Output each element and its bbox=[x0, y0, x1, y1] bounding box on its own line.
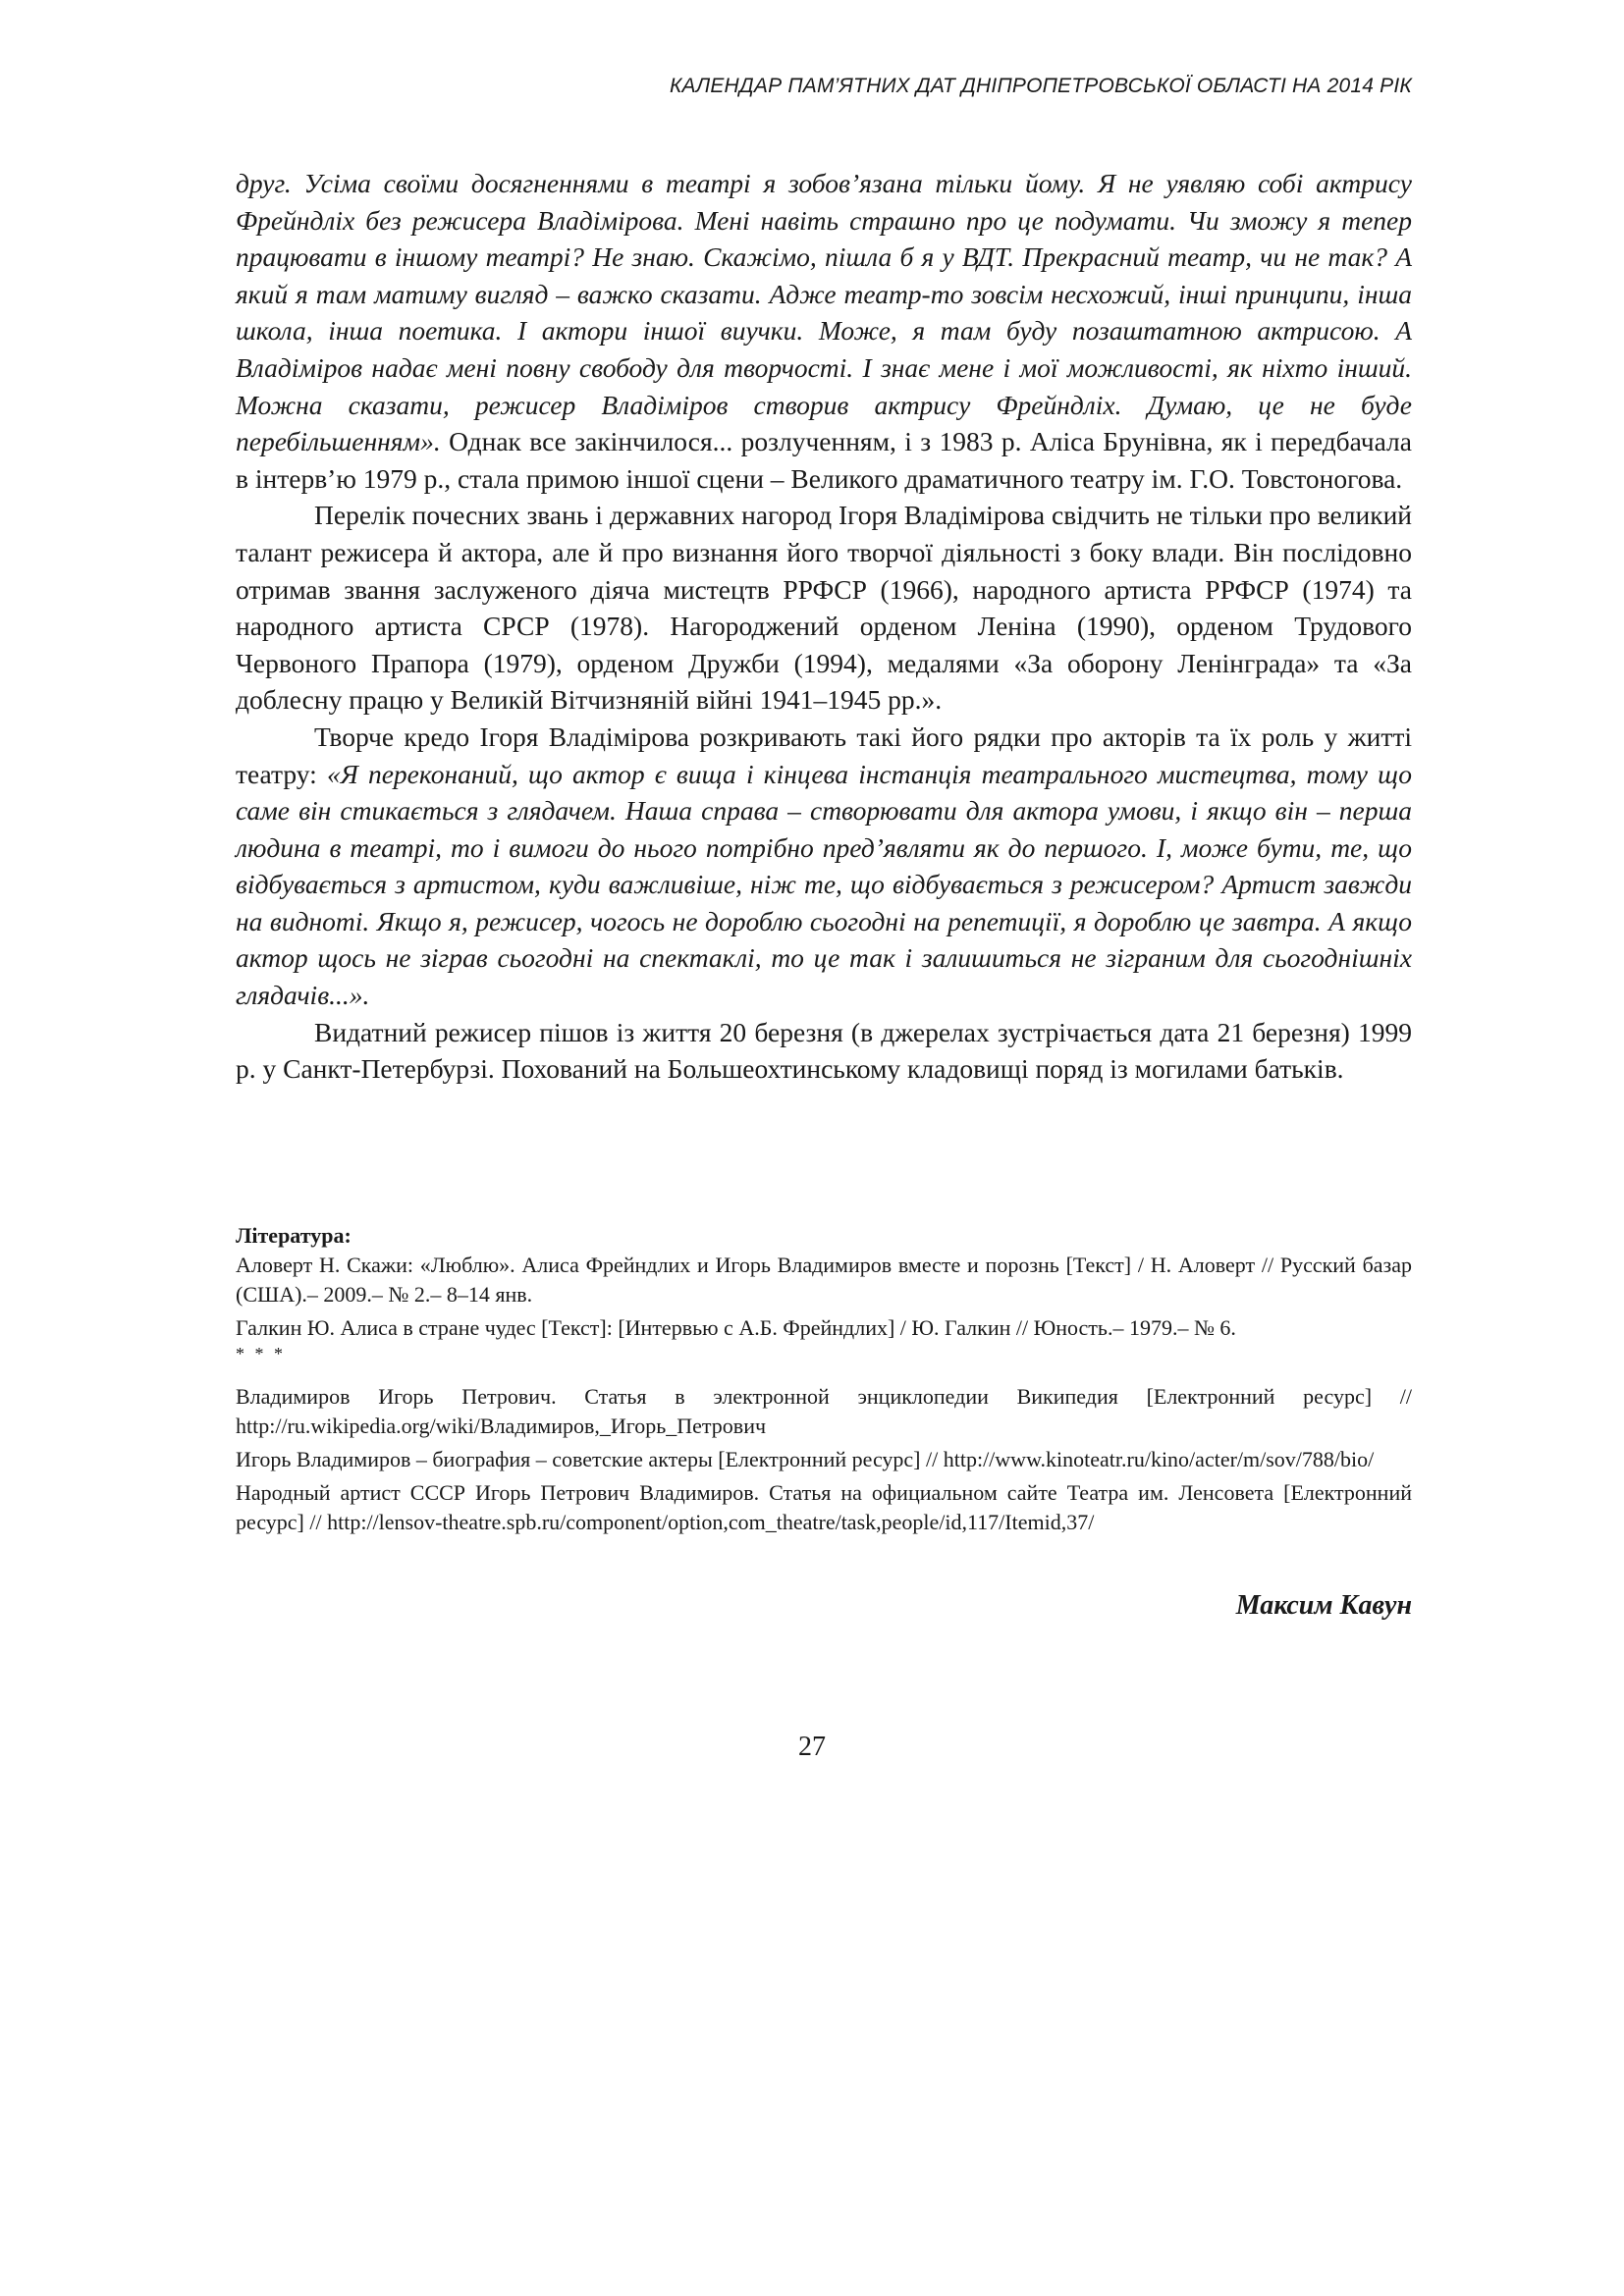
quote-vladimirov: «Я переконаний, що актор є вища і кінцева інстанція театрального мистецтва, тому що саме він стикається з глядачем. Наша справа – створювати для актора умови, і якщо він – перша людина в театрі, то і вимоги до нього потрібно пред’являти як до першого. І, може бути, те, що відбувається з артистом, куди важливіше, ніж те, що відбувається з режисером? Артист завжди на видноті. Якщо я, режисер, чогось не дороблю сьогодні на репетиції, я дороблю це завтра. А якщо актор щось не зіграв сьогодні на спектаклі, то це так і залишиться не зіграним для сьогоднішніх глядачів...». bbox=[236, 758, 1412, 1011]
author-signature: Максим Кавун bbox=[1235, 1590, 1412, 1621]
literature-entry: Игорь Владимиров – биография – советские актеры [Електронний ресурс] // http://www.kinoteatr.ru/kino/acter/m/sov/788/bio/ bbox=[236, 1447, 1375, 1471]
literature-section bbox=[236, 1221, 1412, 1541]
article-body bbox=[236, 165, 1412, 1088]
literature-separator: * * * bbox=[236, 1344, 286, 1363]
paragraph-4: Видатний режисер пішов із життя 20 березня (в джерелах зустрічається дата 21 березня) 1999 р. у Санкт-Петербурзі. Похований на Большеохтинському кладовищі поряд із могилами батьків. bbox=[236, 1016, 1412, 1085]
paragraph-1 bbox=[236, 165, 1412, 497]
page-number: 27 bbox=[798, 1732, 826, 1762]
literature-entry: Галкин Ю. Алиса в стране чудес [Текст]: [Интервью с А.Б. Фрейндлих] / Ю. Галкин // Юность.– 1979.– № 6. bbox=[236, 1315, 1236, 1340]
literature-heading: Література: bbox=[236, 1223, 352, 1248]
paragraph-3 bbox=[236, 719, 1412, 1014]
paragraph-3-lead: Творче кредо Ігоря Владімірова розкривають такі його рядки про акторів та їх роль у житті театру: bbox=[236, 721, 1412, 789]
paragraph-1-text: Однак все закінчилося... розлученням, і з 1983 р. Аліса Брунівна, як і передбачала в інтерв’ю 1979 р., стала примою іншої сцени – Великого драматичного театру ім. Г.О. Товстоногова. bbox=[236, 426, 1412, 494]
running-header: КАЛЕНДАР ПАМ’ЯТНИХ ДАТ ДНІПРОПЕТРОВСЬКОЇ ОБЛАСТІ НА 2014 РІК bbox=[669, 75, 1412, 97]
paragraph-2: Перелік почесних звань і державних нагород Ігоря Владімірова свідчить не тільки про великий талант режисера й актора, але й про визнання його творчої діяльності з боку влади. Він послідовно отримав звання заслуженого діяча мистецтв РРФСР (1966), народного артиста РРФСР (1974) та народного артиста СРСР (1978). Нагороджений орденом Леніна (1990), орденом Трудового Червоного Прапора (1979), орденом Дружби (1994), медалями «За оборону Ленінграда» та «За доблесну працю у Великій Вітчизняній війні 1941–1945 рр.». bbox=[236, 500, 1412, 716]
literature-entry: Аловерт Н. Скажи: «Люблю». Алиса Фрейндлих и Игорь Владимиров вместе и порознь [Текст] / Н. Аловерт // Русский базар (США).– 2009.– № 2.– 8–14 янв. bbox=[236, 1253, 1412, 1307]
quote-freindlikh: друг. Усіма своїми досягненнями в театрі я зобов’язана тільки йому. Я не уявляю собі актрису Фрейндліх без режисера Владімірова. Мені навіть страшно про це подумати. Чи зможу я тепер працювати в іншому театрі? Не знаю. Скажімо, пішла б я у ВДТ. Прекрасний театр, чи не так? А який я там матиму вигляд – важко сказати. Адже театр-то зовсім несхожий, інші принципи, інша школа, інша поетика. І актори іншої виучки. Може, я там буду позаштатною актрисою. А Владіміров надає мені повну свободу для творчості. І знає мене і мої можливості, як ніхто інший. Можна сказати, режисер Владіміров створив актрису Фрейндліх. Думаю, це не буде перебільшенням». bbox=[236, 168, 1412, 457]
literature-entry: Народный артист СССР Игорь Петрович Владимиров. Статья на официальном сайте Театра им. Ленсовета [Електронний ресурс] // http://lensov-theatre.spb.ru/component/option,com_theatre/task,people/id,117/Itemid,37/ bbox=[236, 1480, 1412, 1534]
literature-entry: Владимиров Игорь Петрович. Статья в электронной энциклопедии Википедия [Електронний ресурс] // http://ru.wikipedia.org/wiki/Владимиров,_Игорь_Петрович bbox=[236, 1384, 1412, 1438]
